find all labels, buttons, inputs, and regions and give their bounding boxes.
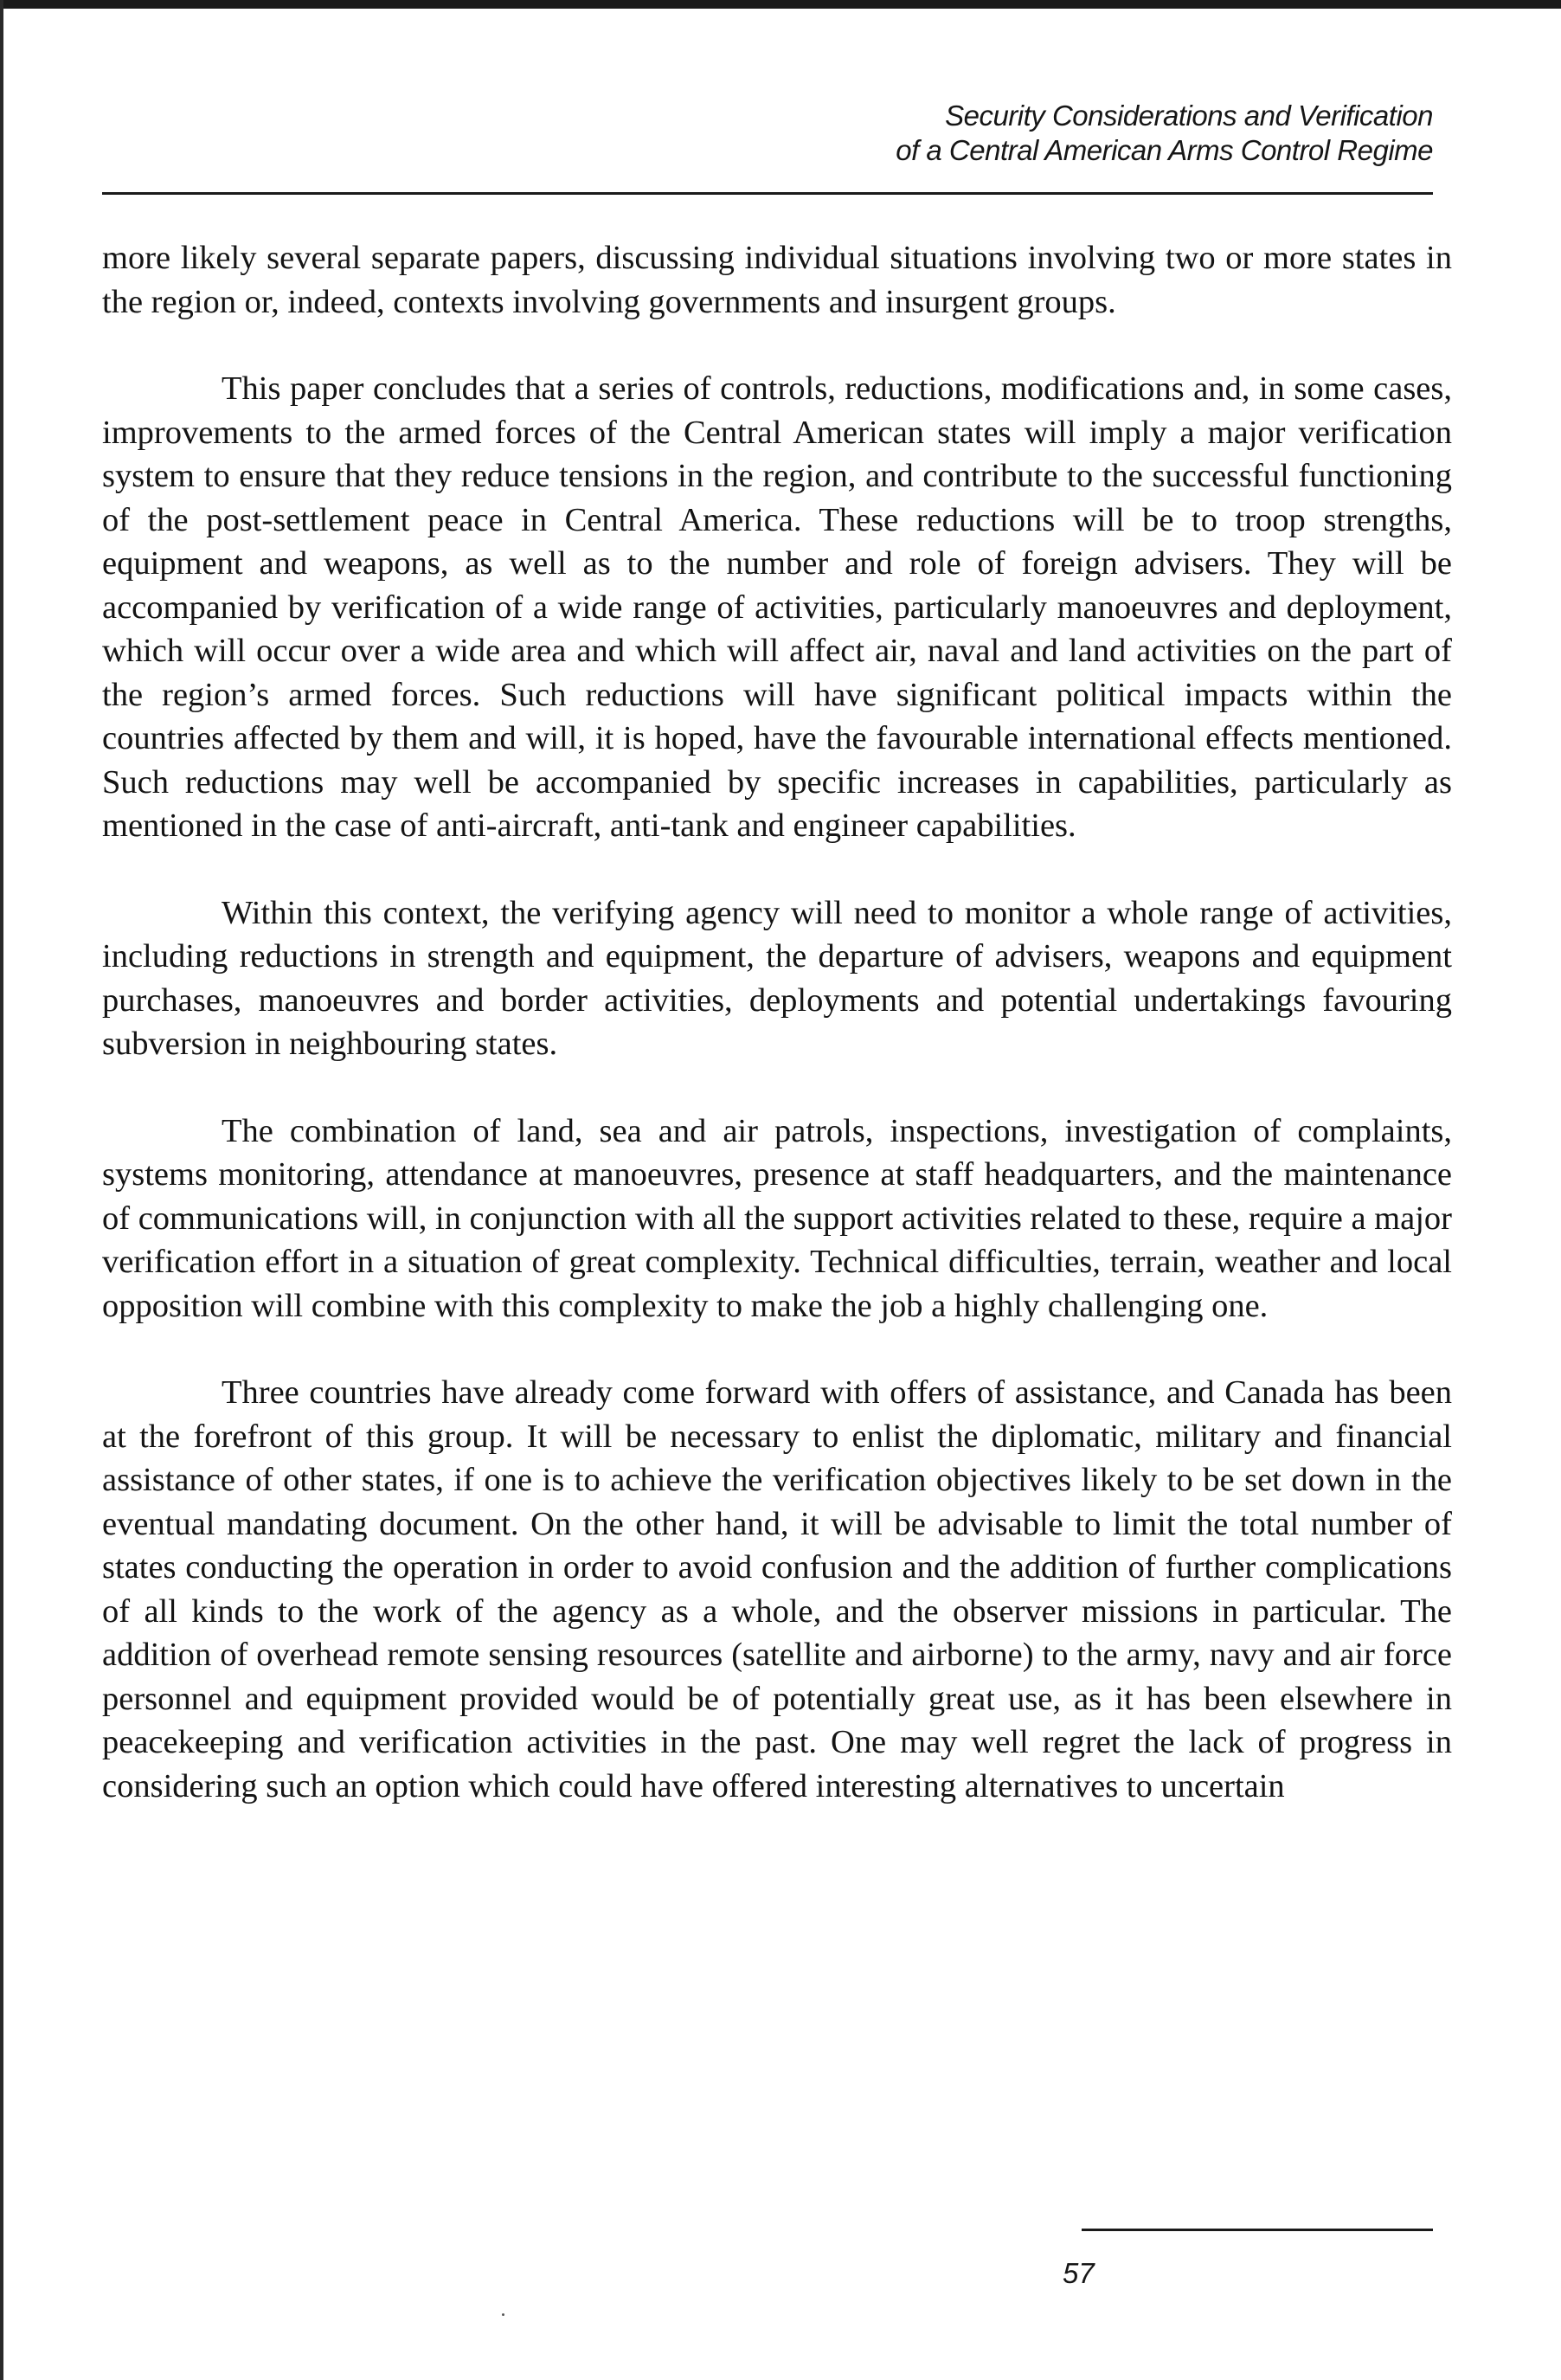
running-header-line-2: of a Central American Arms Control Regime: [896, 134, 1433, 166]
running-header-line-1: Security Considerations and Verification: [945, 100, 1433, 132]
paragraph-3: Within this context, the verifying agency will need to monitor a whole range of activities, including reductions in strength and equipment, the departure of advisers, weapons and equipment purchases, manoeuvres and border activities, deployments and potential undertakings favouring subversion in neighbouring states.: [102, 894, 1452, 1062]
page-left-border: [0, 0, 3, 2380]
paragraph-5: Three countries have already come forward with offers of assistance, and Canada has been at the forefront of this group. It will be necessary to enlist the diplomatic, military and financial assistance of other states, if one is to achieve the verification objectives likely to be set down in the eventual mandating document. On the other hand, it will be advisable to limit the total number of states conducting the operation in order to avoid confusion and the addition of further complications of all kinds to the work of the agency as a whole, and the observer missions in particular. The addition of overhead remote sensing resources (satellite and airborne) to the army, navy and air force personnel and equipment provided would be of potentially great use, as it has been elsewhere in peacekeeping and verification activities in the past. One may well regret the lack of progress in considering such an option which could have offered interesting alternatives to uncertain: [102, 1374, 1452, 1804]
scan-speck: [502, 2313, 504, 2316]
paragraph-2: This paper concludes that a series of controls, reductions, modifications and, in some cases, improvements to the armed forces of the Central American states will imply a major verification system to ensure that they reduce tensions in the region, and contribute to the successful functioning of the post-settlement peace in Central America. These reductions will be to troop strengths, equipment and weapons, as well as to the number and role of foreign advisers. They will be accompanied by verification of a wide range of activities, particularly manoeuvres and deployment, which will occur over a wide area and which will affect air, naval and land activities on the part of the region’s armed forces. Such reductions will have significant political impacts within the countries affected by them and will, it is hoped, have the favourable international effects mentioned. Such reductions may well be accompanied by specific increases in capabilities, particularly as mentioned in the case of anti-aircraft, anti-tank and engineer capabilities.: [102, 370, 1452, 844]
footer-divider: [1082, 2229, 1433, 2231]
header-divider: [102, 192, 1433, 195]
paragraph-1: more likely several separate papers, discussing individual situations involving two or more states in the region or, indeed, contexts involving governments and insurgent groups.: [102, 240, 1452, 320]
page-number: 57: [1063, 2257, 1095, 2289]
running-header: [896, 99, 1433, 168]
body-text: [102, 236, 1452, 1851]
page-top-border: [0, 0, 1561, 9]
paragraph-4: The combination of land, sea and air patrols, inspections, investigation of complaints, systems monitoring, attendance at manoeuvres, presence at staff headquarters, and the maintenance of communications will, in conjunction with all the support activities related to these, require a major verification effort in a situation of great complexity. Technical difficulties, terrain, weather and local opposition will combine with this complexity to make the job a highly challenging one.: [102, 1112, 1452, 1324]
